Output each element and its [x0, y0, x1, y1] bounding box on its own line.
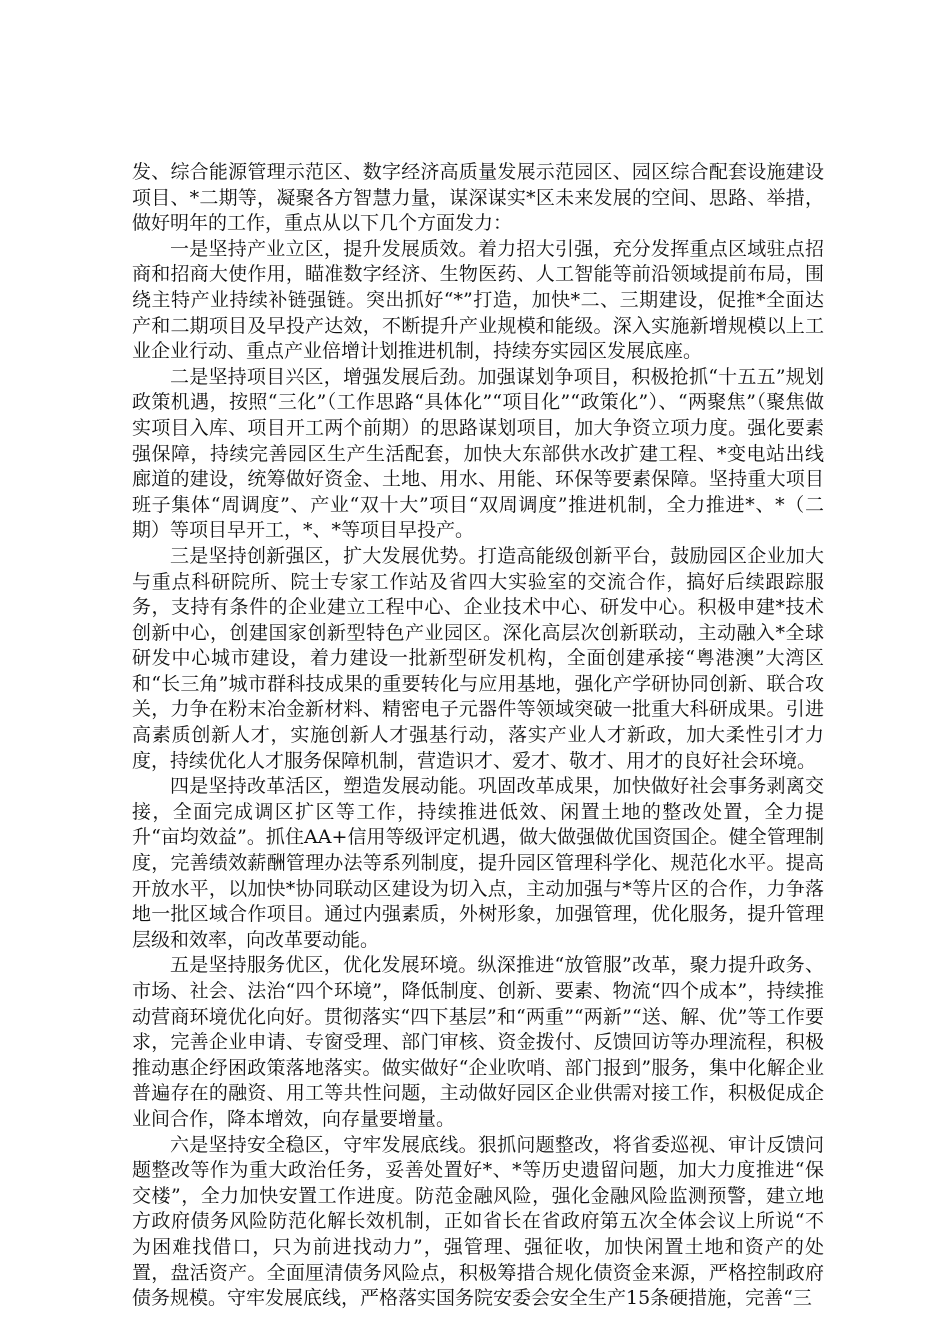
paragraph-intro-continuation: 发、综合能源管理示范区、数字经济高质量发展示范园区、园区综合配套设施建设项目、*二期等，凝聚各方智慧力量，谋深谋实*区未来发展的空间、思路、举措，做好明年的工作，重点从以下几个方面发力：: [132, 161, 824, 235]
paragraph-industry: 一是坚持产业立区，提升发展质效。着力招大引强，充分发挥重点区域驻点招商和招商大使作用，瞄准数字经济、生物医药、人工智能等前沿领域提前布局，围绕主特产业持续补链强链。突出抓好“*”打造，加快*二、三期建设，促推*全面达产和二期项目及早投产达效，不断提升产业规模和能级。深入实施新增规模以上工业企业行动、重点产业倍增计划推进机制，持续夯实园区发展底座。: [132, 237, 824, 363]
paragraph-innovation: 三是坚持创新强区，扩大发展优势。打造高能级创新平台，鼓励园区企业加大与重点科研院所、院士专家工作站及省四大实验室的交流合作，搞好后续跟踪服务，支持有条件的企业建立工程中心、企业技术中心、研发中心。积极申建*技术创新中心，创建国家创新型特色产业园区。深化高层次创新联动，主动融入*全球研发中心城市建设，着力建设一批新型研发机构，全面创建承接“粤港澳”大湾区和“长三角”城市群科技成果的重要转化与应用基地，强化产学研协同创新、联合攻关，力争在粉末冶金新材料、精密电子元器件等领域突破一批重大科研成果。引进高素质创新人才，实施创新人才强基行动，落实产业人才新政，加大柔性引才力度，持续优化人才服务保障机制，营造识才、爱才、敬才、用才的良好社会环境。: [132, 544, 824, 772]
document-page: [132, 160, 824, 1312]
paragraph-projects: 二是坚持项目兴区，增强发展后劲。加强谋划争项目，积极抢抓“十五五”规划政策机遇，按照“三化”（工作思路“具体化”“项目化”“政策化”）、“两聚焦”（聚焦做实项目入库、项目开工两个前期）的思路谋划项目，加大争资立项力度。强化要素强保障，持续完善园区生产生活配套，加快大东部供水改扩建工程、*变电站出线廊道的建设，统筹做好资金、土地、用水、用能、环保等要素保障。坚持重大项目班子集体“周调度”、产业“双十大”项目“双周调度”推进机制，全力推进*、*（二期）等项目早开工，*、*等项目早投产。: [132, 365, 824, 542]
paragraph-service: 五是坚持服务优区，优化发展环境。纵深推进“放管服”改革，聚力提升政务、市场、社会、法治“四个环境”，降低制度、创新、要素、物流“四个成本”，持续推动营商环境优化向好。贯彻落实“四下基层”和“两重”“两新”“送、解、优”等工作要求，完善企业申请、专窗受理、部门审核、资金拨付、反馈回访等办理流程，积极推动惠企纾困政策落地落实。做实做好“企业吹哨、部门报到”服务，集中化解企业普遍存在的融资、用工等共性问题，主动做好园区企业供需对接工作，积极促成企业间合作，降本增效，向存量要增量。: [132, 954, 824, 1130]
paragraph-reform: 四是坚持改革活区，塑造发展动能。巩固改革成果，加快做好社会事务剥离交接，全面完成调区扩区等工作，持续推进低效、闲置土地的整改处置，全力提升“亩均效益”。抓住AA+信用等级评定机遇，做大做强做优国资国企。健全管理制度，完善绩效薪酬管理办法等系列制度，提升园区管理科学化、规范化水平。提高开放水平，以加快*协同联动区建设为切入点，主动加强与*等片区的合作，力争落地一批区域合作项目。通过内强素质，外树形象，加强管理，优化服务，提升管理层级和效率，向改革要动能。: [132, 775, 824, 951]
paragraph-safety: 六是坚持安全稳区，守牢发展底线。狠抓问题整改，将省委巡视、审计反馈问题整改等作为重大政治任务，妥善处置好*、*等历史遗留问题，加大力度推进“保交楼”，全力加快安置工作进度。防范金融风险，强化金融风险监测预警，建立地方政府债务风险防范化解长效机制，正如省长在省政府第五次全体会议上所说“不为困难找借口，只为前进找动力”，强管理、强征收，加快闲置土地和资产的处置，盘活资产。全面厘清债务风险点，积极筹措合规化债资金来源，严格控制政府债务规模。守牢发展底线，严格落实国务院安委会安全生产15条硬措施，完善“三: [132, 1133, 824, 1310]
